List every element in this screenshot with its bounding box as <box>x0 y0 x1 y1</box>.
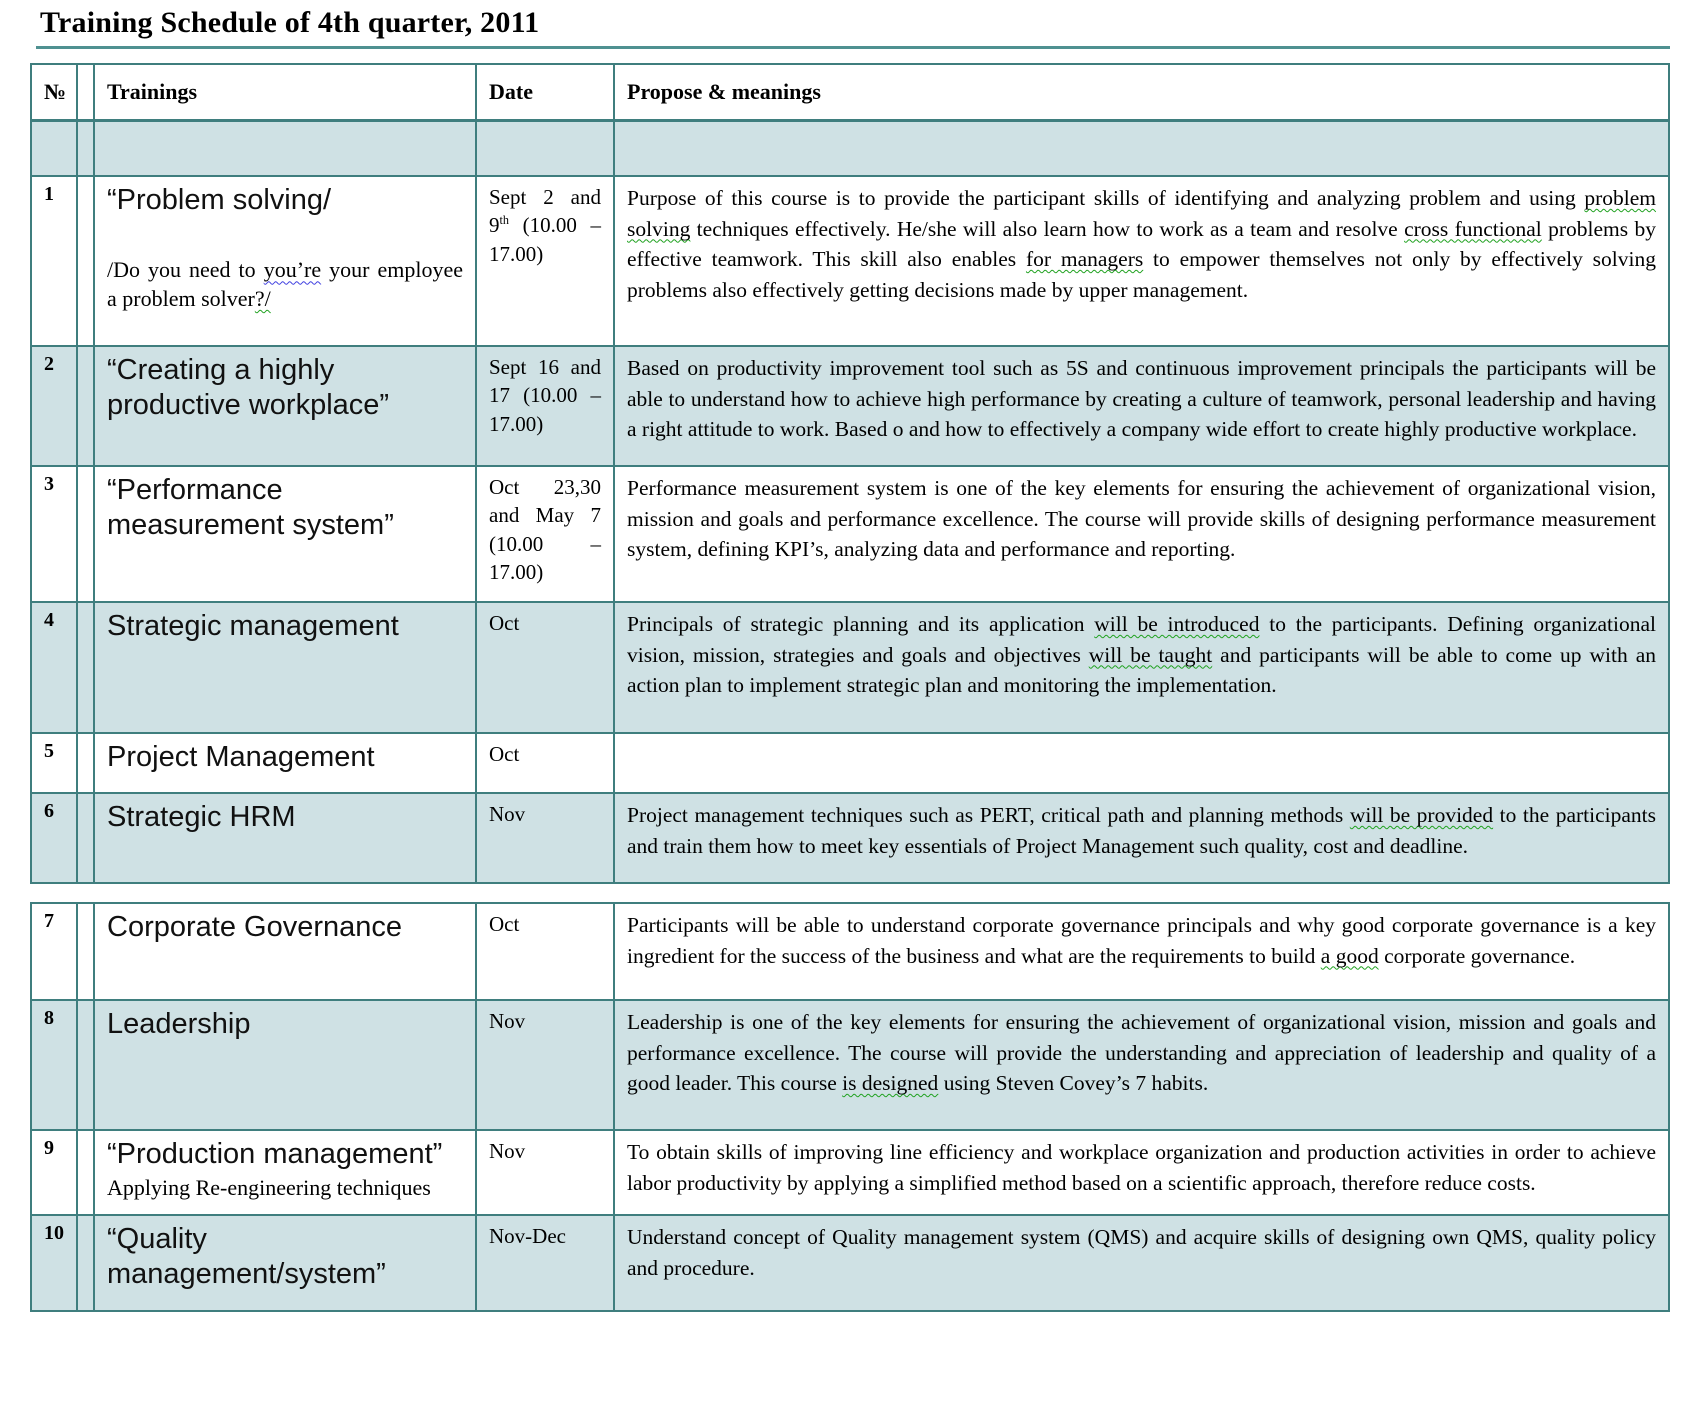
training-subtitle: /Do you need to you’re your employee a problem solver?/ <box>107 257 463 311</box>
row-number: 4 <box>31 602 77 733</box>
date-cell: Nov <box>476 1000 614 1130</box>
row-number: 3 <box>31 466 77 602</box>
training-subtitle: Applying Re-engineering techniques <box>107 1175 431 1201</box>
purpose-cell: Project management techniques such as PERT, critical path and planning methods will be provided to the participants and train them how to meet key essentials of Project Management such quality, cost and deadline. <box>614 793 1669 883</box>
date-cell: Nov-Dec <box>476 1215 614 1311</box>
spacer-cell <box>77 346 94 466</box>
spacer-cell <box>77 1000 94 1130</box>
empty-cell <box>614 120 1669 176</box>
purpose-cell: Based on productivity improvement tool such as 5S and continuous improvement principals the participants will be able to understand how to achieve high performance by creating a culture of teamwork, personal leadership and having a right attitude to work. Based o and how to effectively a company wide effort to create highly productive workplace. <box>614 346 1669 466</box>
training-table-upper <box>30 63 1670 884</box>
training-name: Leadership <box>107 1008 251 1040</box>
table-row <box>31 903 1669 1000</box>
date-cell: Sept 2 and 9th (10.00 – 17.00) <box>476 176 614 346</box>
purpose-cell: To obtain skills of improving line efficiency and workplace organization and production activities in order to achieve labor productivity by applying a simplified method based on a scientific approach, therefore reduce costs. <box>614 1130 1669 1215</box>
row-number: 6 <box>31 793 77 883</box>
header-date: Date <box>476 64 614 120</box>
training-cell <box>94 466 476 602</box>
training-name: “Quality management/system” <box>107 1223 386 1291</box>
table-row <box>31 1130 1669 1215</box>
training-name: “Creating a highly productive workplace” <box>107 354 390 422</box>
date-cell: Oct <box>476 602 614 733</box>
spacer-cell <box>77 1215 94 1311</box>
purpose-cell: Participants will be able to understand corporate governance principals and why good corporate governance is a key ingredient for the success of the business and what are the requirements to build a good corporate governance. <box>614 903 1669 1000</box>
empty-cell <box>94 120 476 176</box>
purpose-cell: Understand concept of Quality management system (QMS) and acquire skills of designing own QMS, quality policy and procedure. <box>614 1215 1669 1311</box>
row-number: 7 <box>31 903 77 1000</box>
table-row <box>31 1215 1669 1311</box>
spacer-cell <box>77 733 94 793</box>
header-spacer <box>77 64 94 120</box>
title-underline <box>36 46 1670 49</box>
training-cell <box>94 793 476 883</box>
spacer-cell <box>77 466 94 602</box>
training-name: “Production management” <box>107 1138 443 1170</box>
header-num: № <box>31 64 77 120</box>
spacer-cell <box>77 176 94 346</box>
training-table-lower <box>30 902 1670 1312</box>
training-cell <box>94 733 476 793</box>
training-name: “Performance measurement system” <box>107 474 394 542</box>
table-row <box>31 733 1669 793</box>
training-cell <box>94 602 476 733</box>
header-purpose: Propose & meanings <box>614 64 1669 120</box>
purpose-cell: Purpose of this course is to provide the participant skills of identifying and analyzing problem and using problem solving techniques effectively. He/she will also learn how to work as a team and resolve cross functional problems by effective teamwork. This skill also enables for managers to empower themselves not only by effectively solving problems also effectively getting decisions made by upper management. <box>614 176 1669 346</box>
training-cell <box>94 176 476 346</box>
date-cell: Nov <box>476 793 614 883</box>
table-row <box>31 793 1669 883</box>
spacer-cell <box>77 1130 94 1215</box>
date-cell: Oct <box>476 733 614 793</box>
training-name: Strategic management <box>107 610 399 642</box>
table-row <box>31 466 1669 602</box>
table-row <box>31 346 1669 466</box>
empty-cell <box>476 120 614 176</box>
purpose-cell: Performance measurement system is one of the key elements for ensuring the achievement of organizational vision, mission and goals and performance excellence. The course will provide skills of designing performance measurement system, defining KPI’s, analyzing data and performance and reporting. <box>614 466 1669 602</box>
empty-row <box>31 120 1669 176</box>
row-number: 5 <box>31 733 77 793</box>
spacer-cell <box>77 793 94 883</box>
row-number: 1 <box>31 176 77 346</box>
purpose-cell: Principals of strategic planning and its application will be introduced to the participants. Defining organizational vision, mission, strategies and goals and objectives will be taught and participants will be able to come up with an action plan to implement strategic plan and monitoring the implementation. <box>614 602 1669 733</box>
date-cell: Sept 16 and 17 (10.00 – 17.00) <box>476 346 614 466</box>
header-trainings: Trainings <box>94 64 476 120</box>
header-row <box>31 64 1669 120</box>
table-row <box>31 176 1669 346</box>
empty-cell <box>77 120 94 176</box>
empty-cell <box>31 120 77 176</box>
spacer-cell <box>77 602 94 733</box>
row-number: 10 <box>31 1215 77 1311</box>
table-row <box>31 1000 1669 1130</box>
training-cell <box>94 903 476 1000</box>
row-number: 8 <box>31 1000 77 1130</box>
training-name: Corporate Governance <box>107 911 402 943</box>
spacer-cell <box>77 903 94 1000</box>
row-number: 9 <box>31 1130 77 1215</box>
table-row <box>31 602 1669 733</box>
training-name: Project Management <box>107 741 375 773</box>
training-name: “Problem solving/ <box>107 184 332 216</box>
row-number: 2 <box>31 346 77 466</box>
purpose-cell: Leadership is one of the key elements for ensuring the achievement of organizational vision, mission and goals and performance excellence. The course will provide the understanding and appreciation of leadership and quality of a good leader. This course is designed using Steven Covey’s 7 habits. <box>614 1000 1669 1130</box>
date-cell: Oct 23,30 and May 7 (10.00 – 17.00) <box>476 466 614 602</box>
training-cell <box>94 346 476 466</box>
date-cell: Oct <box>476 903 614 1000</box>
date-cell: Nov <box>476 1130 614 1215</box>
training-cell <box>94 1000 476 1130</box>
purpose-cell <box>614 733 1669 793</box>
training-name: Strategic HRM <box>107 801 296 833</box>
training-cell <box>94 1130 476 1215</box>
page-title: Training Schedule of 4th quarter, 2011 <box>40 6 540 39</box>
training-cell <box>94 1215 476 1311</box>
